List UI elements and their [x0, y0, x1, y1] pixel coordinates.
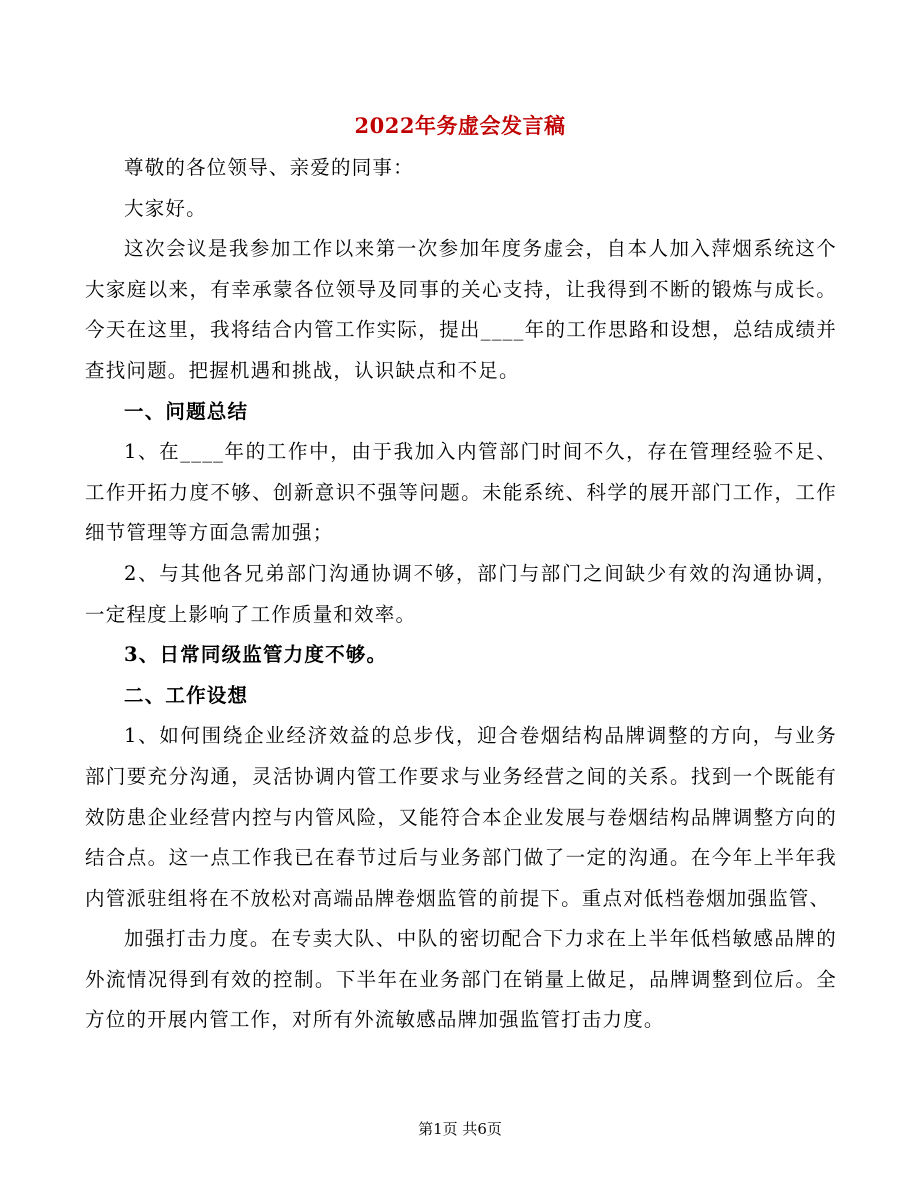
document-title: 2022年务虚会发言稿 [354, 113, 566, 138]
problem-item-1: 1、在____年的工作中，由于我加入内管部门时间不久，存在管理经验不足、工作开拓力度不够、创新意识不强等问题。未能系统、科学的展开部门工作，工作细节管理等方面急需加强； [85, 440, 837, 545]
page-number-footer: 第1页 共6页 [418, 1120, 502, 1138]
plan-item-1-continued: 加强打击力度。在专卖大队、中队的密切配合下力求在上半年低档敏感品牌的外流情况得到有效的控制。下半年在业务部门在销量上做足，品牌调整到位后。全方位的开展内管工作，对所有外流敏感品牌加强监管打击力度。 [85, 927, 837, 1032]
problem-item-2: 2、与其他各兄弟部门沟通协调不够，部门与部门之间缺少有效的沟通协调，一定程度上影响了工作质量和效率。 [85, 561, 837, 626]
salutation: 尊敬的各位领导、亲爱的同事： [124, 156, 414, 179]
document-body [85, 148, 837, 1041]
section-heading-problems: 一、问题总结 [124, 399, 249, 423]
greeting: 大家好。 [124, 196, 207, 220]
plan-item-1: 1、如何围绕企业经济效益的总步伐，迎合卷烟结构品牌调整的方向，与业务部门要充分沟通，灵活协调内管工作要求与业务经营之间的关系。找到一个既能有效防患企业经营内控与内管风险，又能符合本企业发展与卷烟结构品牌调整方向的结合点。这一点工作我已在春节过后与业务部门做了一定的沟通。在今年上半年我内管派驻组将在不放松对高端品牌卷烟监管的前提下。重点对低档卷烟加强监管、 [85, 724, 837, 910]
section-heading-plans: 二、工作设想 [124, 683, 249, 707]
intro-paragraph: 这次会议是我参加工作以来第一次参加年度务虚会，自本人加入萍烟系统这个大家庭以来，有幸承蒙各位领导及同事的关心支持，让我得到不断的锻炼与成长。今天在这里，我将结合内管工作实际，提出____年的工作思路和设想，总结成绩并查找问题。把握机遇和挑战，认识缺点和不足。 [85, 237, 837, 382]
problem-item-3: 3、日常同级监管力度不够。 [124, 643, 388, 667]
